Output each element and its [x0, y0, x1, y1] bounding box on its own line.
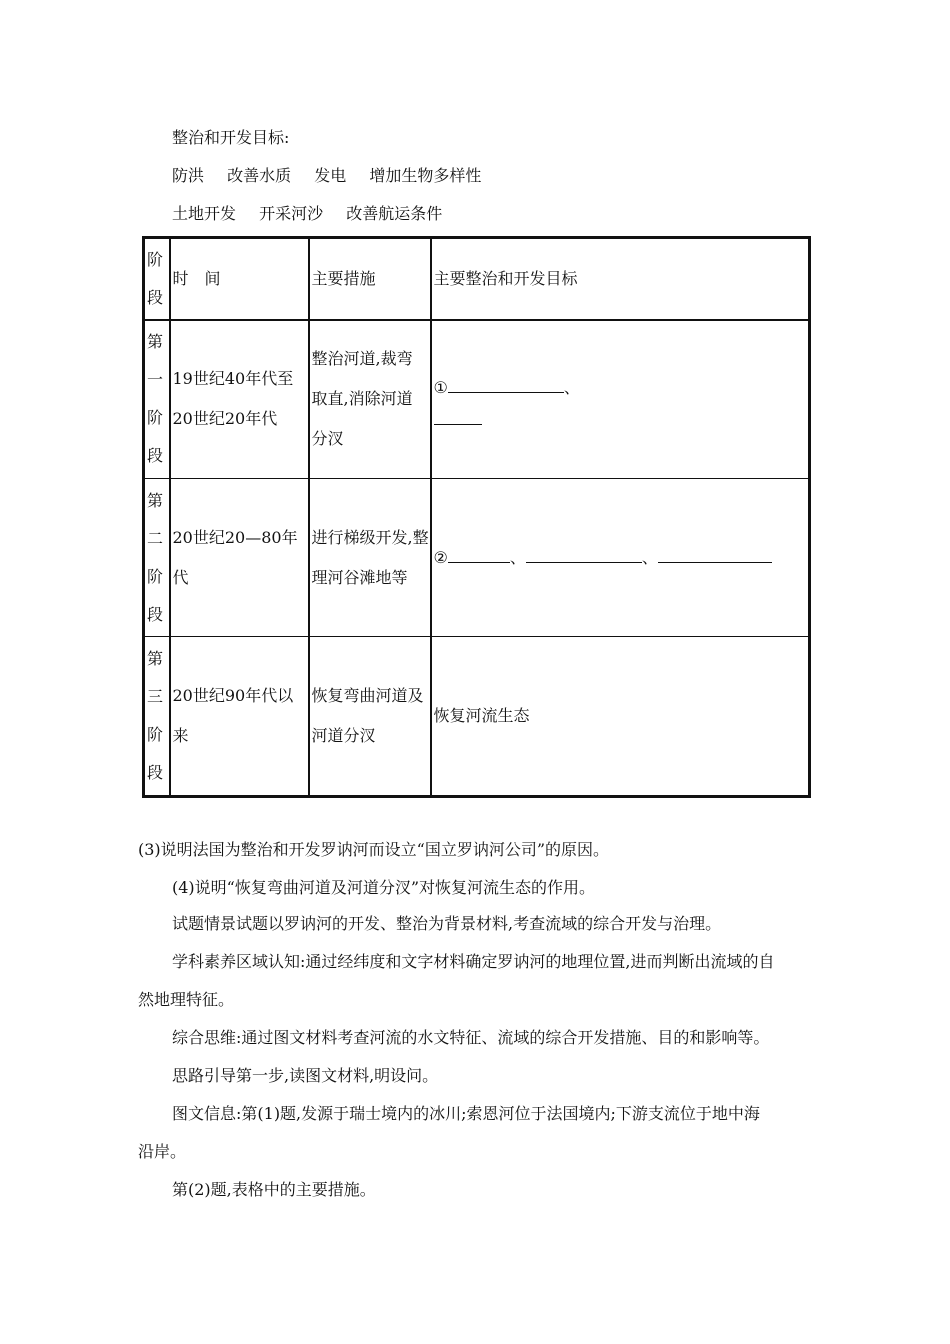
- question-3: (3)说明法国为整治和开发罗讷河而设立“国立罗讷河公司”的原因。: [138, 840, 610, 859]
- time-cell: 20世纪90年代以来: [170, 637, 309, 797]
- table-row: [144, 637, 810, 797]
- goal-marker: ②: [433, 547, 448, 567]
- goals-cell: 恢复河流生态: [431, 637, 810, 797]
- literacy-text-cont: 然地理特征。: [138, 990, 235, 1009]
- time-cell: 19世纪40年代至20世纪20年代: [170, 320, 309, 479]
- info-text: 图文信息:第(1)题,发源于瑞士境内的冰川;索恩河位于法国境内;下游支流位于地中海: [172, 1104, 760, 1123]
- goal-item: 改善航运条件: [346, 204, 443, 223]
- goal-marker: ①: [433, 378, 448, 398]
- answer-blank: [434, 408, 482, 425]
- answer-blank: [658, 546, 772, 563]
- stage-cell: 第三阶段: [144, 637, 170, 797]
- answer-blank: [526, 546, 642, 563]
- header-measures: 主要措施: [309, 238, 431, 320]
- header-goals: 主要整治和开发目标: [431, 238, 810, 320]
- goal-item: 开采河沙: [259, 204, 324, 223]
- goal-item: 防洪: [172, 166, 205, 185]
- goals-cell: ① 、: [431, 320, 810, 479]
- measures-cell: 整治河道,裁弯取直,消除河道分汊: [309, 320, 431, 479]
- table-row: [144, 479, 810, 637]
- measures-cell: 进行梯级开发,整理河谷滩地等: [309, 479, 431, 637]
- goal-item: 改善水质: [227, 166, 292, 185]
- thinking-text: 综合思维:通过图文材料考查河流的水文特征、流域的综合开发措施、目的和影响等。: [172, 1028, 770, 1047]
- stage-cell: 第一阶段: [144, 320, 170, 479]
- goals-line-1: [172, 166, 481, 186]
- table-header-row: [144, 238, 810, 320]
- info-text-cont: 沿岸。: [138, 1142, 187, 1161]
- goal-item: 发电: [314, 166, 347, 185]
- header-time: 时 间: [170, 238, 309, 320]
- goals-heading: 整治和开发目标:: [172, 128, 290, 147]
- question-4: (4)说明“恢复弯曲河道及河道分汊”对恢复河流生态的作用。: [172, 878, 596, 897]
- literacy-text: 学科素养区域认知:通过经纬度和文字材料确定罗讷河的地理位置,进而判断出流域的自: [172, 952, 775, 971]
- answer-blank: [448, 376, 564, 393]
- goals-cell: ② 、 、: [431, 479, 810, 637]
- table-row: [144, 320, 810, 479]
- goal-item: 土地开发: [172, 204, 237, 223]
- q2-note: 第(2)题,表格中的主要措施。: [172, 1180, 376, 1199]
- goals-line-2: [172, 204, 442, 224]
- measures-cell: 恢复弯曲河道及河道分汊: [309, 637, 431, 797]
- stages-table: [142, 236, 811, 798]
- stage-cell: 第二阶段: [144, 479, 170, 637]
- scenario-text: 试题情景试题以罗讷河的开发、整治为背景材料,考查流域的综合开发与治理。: [172, 914, 722, 933]
- goal-item: 增加生物多样性: [369, 166, 482, 185]
- time-cell: 20世纪20—80年代: [170, 479, 309, 637]
- answer-blank: [448, 546, 510, 563]
- header-stage: 阶段: [144, 238, 170, 320]
- guide-text: 思路引导第一步,读图文材料,明设问。: [172, 1066, 439, 1085]
